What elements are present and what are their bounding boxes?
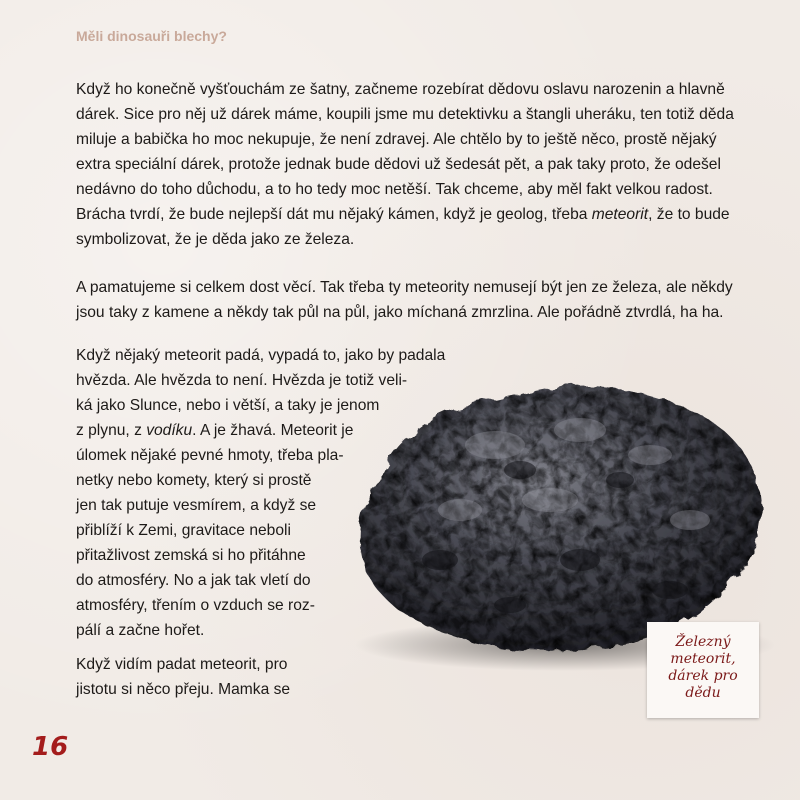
text-line: Když nějaký meteorit padá, vypadá to, jako by padala (76, 347, 446, 364)
text-line: jistotu si něco přeju. Mamka se (76, 681, 291, 698)
text-line: pálí a začne hořet. (76, 622, 205, 639)
paragraph (76, 275, 752, 325)
text-line: nedávno do toho důchodu, a to ho tedy moc netěší. Tak chceme, aby měl fakt velkou radost. (76, 181, 713, 198)
text-segment: . A je žhavá. Meteorit je (192, 422, 354, 439)
text-line: jen tak putuje vesmírem, a když se (76, 497, 317, 514)
caption-line: meteorit, (670, 651, 736, 667)
text-line: úlomek nějaké pevné hmoty, třeba pla- (76, 447, 344, 464)
text-line: extra speciální dárek, protože jednak bude dědovi už šedesát pět, a pak taky proto, že odešel (76, 156, 721, 173)
emphasis: vodíku (146, 422, 193, 439)
text-line: ká jako Slunce, nebo i větší, a taky je jenom (76, 397, 380, 414)
text-line: přitažlivost zemská si ho přitáhne (76, 547, 306, 564)
paragraph (76, 77, 752, 252)
page-number: 16 (32, 732, 69, 762)
text-line: atmosféry, třením o vzduch se roz- (76, 597, 315, 614)
text-segment: Brácha tvrdí, že bude nejlepší dát mu nějaký kámen, když je geolog, třeba (76, 206, 588, 223)
text-line: Když ho konečně vyšťouchám ze šatny, začneme rozebírat dědovu oslavu narozenin a hlavně (76, 81, 725, 98)
text-line: netky nebo komety, který si prostě (76, 472, 312, 489)
emphasis: meteorit (591, 206, 649, 223)
text-line: do atmosféry. No a jak tak vletí do (76, 572, 311, 589)
caption-line: Železný (675, 634, 731, 650)
running-head: Měli dinosauři blechy? (76, 28, 227, 44)
text-line (76, 202, 752, 227)
caption-line: dědu (685, 685, 721, 701)
caption-line: dárek pro (668, 668, 738, 684)
text-line: Když vidím padat meteorit, pro (76, 656, 288, 673)
text-line: A pamatujeme si celkem dost věcí. Tak třeba ty meteority nemusejí být jen ze železa, ale někdy (76, 279, 733, 296)
text-line: přiblíží k Zemi, gravitace neboli (76, 522, 291, 539)
figure-caption (647, 622, 759, 718)
text-line: symbolizovat, že je děda jako ze železa. (76, 231, 355, 248)
paragraph (76, 652, 336, 702)
text-line: miluje a babička ho moc nekupuje, že není zdravej. Ale chtělo by to ještě něco, prostě nějaký (76, 131, 717, 148)
text-segment: z plynu, z (76, 422, 147, 439)
text-segment: , že to bude (648, 206, 730, 223)
text-line: hvězda. Ale hvězda to není. Hvězda je totiž veli- (76, 372, 408, 389)
text-line: dárek. Sice pro něj už dárek máme, koupili jsme mu detektivku a štangli uheráku, ten totiž děda (76, 106, 734, 123)
text-line: jsou taky z kamene a někdy tak půl na půl, jako míchaná zmrzlina. Ale pořádně ztvrdlá, ha ha. (76, 304, 724, 321)
